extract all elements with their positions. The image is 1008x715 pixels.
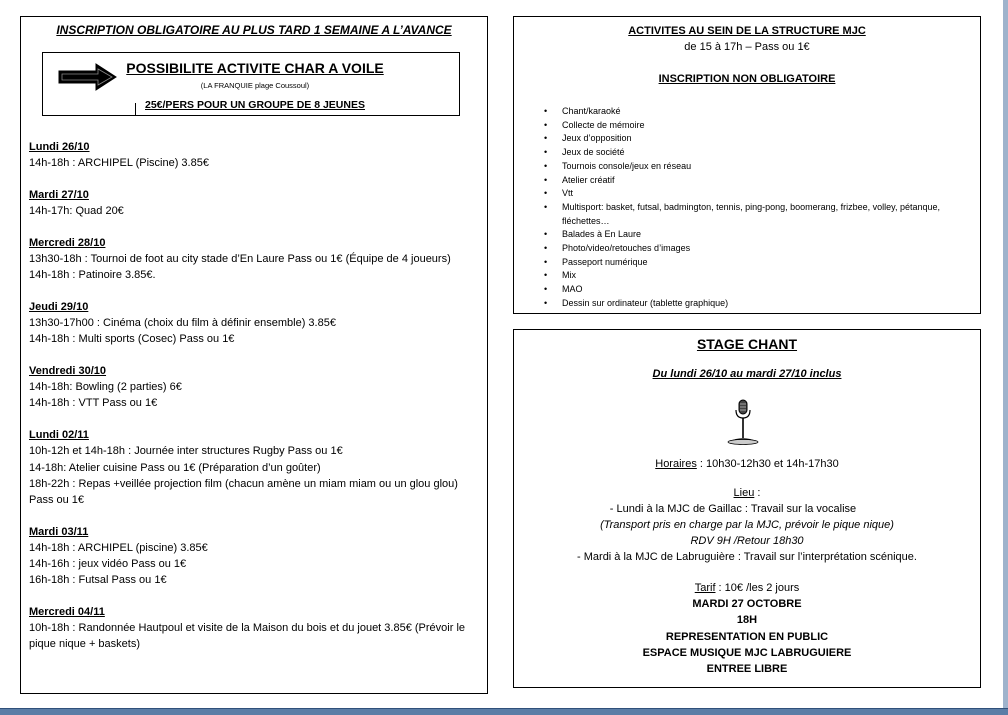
day-activity: 14h-18h : ARCHIPEL (Piscine) 3.85€ <box>29 157 209 170</box>
day-heading: Mercredi 04/11 <box>29 605 105 618</box>
char-a-voile-location: (LA FRANQUIE plage Coussoul) <box>200 81 310 90</box>
day-heading: Jeudi 29/10 <box>29 300 89 313</box>
stage-horaires <box>514 458 980 470</box>
lieu-monday-transport: (Transport pris en charge par la MJC, prévoir le pique nique) <box>600 519 894 531</box>
activities-list <box>562 105 972 311</box>
day-block <box>29 235 479 284</box>
list-item: • Atelier créatif <box>562 174 972 188</box>
day-heading: Mercredi 28/10 <box>29 236 106 249</box>
char-a-voile-price: 25€/PERS POUR UN GROUPE DE 8 JEUNES <box>145 99 365 111</box>
event-type: REPRESENTATION EN PUBLIC <box>665 631 829 643</box>
list-item: • Photo/video/retouches d’images <box>562 242 972 256</box>
day-activity: 14h-18h : VTT Pass ou 1€ <box>29 397 158 410</box>
day-block <box>29 604 479 653</box>
microphone-icon <box>721 396 765 446</box>
lieu-label: Lieu <box>733 487 755 499</box>
day-heading: Lundi 26/10 <box>29 141 90 153</box>
char-a-voile-title: POSSIBILITE ACTIVITE CHAR A VOILE <box>126 60 384 76</box>
lieu-monday-rdv: RDV 9H /Retour 18h30 <box>690 535 804 547</box>
list-item: • Passeport numérique <box>562 256 972 270</box>
event-entry: ENTREE LIBRE <box>706 663 788 675</box>
day-block <box>29 139 479 171</box>
tarif-value: : 10€ /les 2 jours <box>715 582 800 594</box>
list-item: • MAO <box>562 283 972 297</box>
activities-box <box>513 16 981 314</box>
event-venue: ESPACE MUSIQUE MJC LABRUGUIERE <box>642 647 852 659</box>
event-time: 18H <box>736 614 758 626</box>
lieu-suffix: : <box>754 487 761 499</box>
day-activity: 14h-18h : Patinoire 3.85€. <box>29 269 156 282</box>
list-item: • Vtt <box>562 187 972 201</box>
list-item: • Multisport: basket, futsal, badmington, tennis, ping-pong, boomerang, frizbee, volley, pétanque, fléchettes… <box>562 201 972 228</box>
activities-hours: de 15 à 17h – Pass ou 1€ <box>684 41 810 53</box>
day-block <box>29 363 479 412</box>
list-item: • Mix <box>562 269 972 283</box>
daily-schedule <box>29 139 479 668</box>
horaires-label: Horaires <box>655 458 697 470</box>
day-heading: Mardi 03/11 <box>29 525 89 538</box>
day-activity: 10h-12h et 14h-18h : Journée inter structures Rugby Pass ou 1€ <box>29 445 343 458</box>
stage-dates: Du lundi 26/10 au mardi 27/10 inclus <box>652 368 842 380</box>
lieu-tuesday: - Mardi à la MJC de Labruguière : Travail sur l’interprétation scénique. <box>577 551 917 563</box>
list-item: • Collecte de mémoire <box>562 119 972 133</box>
list-item: • Jeux de société <box>562 146 972 160</box>
day-block <box>29 524 479 589</box>
stage-lieu <box>514 487 980 499</box>
day-activity: 10h-18h : Randonnée Hautpoul et visite de la Maison du bois et du jouet 3.85€ (Prévoir le pique nique + baskets) <box>29 622 466 651</box>
day-heading: Vendredi 30/10 <box>29 365 107 378</box>
tarif-label: Tarif <box>694 582 716 594</box>
day-activity: 13h30-17h00 : Cinéma (choix du film à définir ensemble) 3.85€ <box>29 317 336 330</box>
stage-title: STAGE CHANT <box>696 336 798 352</box>
day-block <box>29 187 479 219</box>
right-arrow-icon <box>58 63 118 91</box>
day-activity: 14h-18h: Bowling (2 parties) 6€ <box>29 381 182 394</box>
day-heading: Lundi 02/11 <box>29 429 89 442</box>
list-item: • Chant/karaoké <box>562 105 972 119</box>
day-activity: 14-18h: Atelier cuisine Pass ou 1€ (Préparation d’un goûter) <box>29 461 321 474</box>
horaires-value: : 10h30-12h30 et 14h-17h30 <box>696 458 839 470</box>
lieu-monday: - Lundi à la MJC de Gaillac : Travail sur la vocalise <box>609 503 857 515</box>
char-a-voile-box <box>42 52 460 116</box>
stage-chant-box <box>513 329 981 688</box>
stage-tarif <box>514 582 980 594</box>
list-item: • Dessin sur ordinateur (tablette graphique) <box>562 297 972 311</box>
day-activity: 14h-16h : jeux vidéo Pass ou 1€ <box>29 558 187 571</box>
day-activity: 16h-18h : Futsal Pass ou 1€ <box>29 574 167 587</box>
day-heading: Mardi 27/10 <box>29 188 89 201</box>
registration-notice: INSCRIPTION OBLIGATOIRE AU PLUS TARD 1 SEMAINE A L’AVANCE <box>56 23 452 37</box>
event-date: MARDI 27 OCTOBRE <box>692 598 802 610</box>
list-item: • Jeux d’opposition <box>562 132 972 146</box>
list-item: • Balades à En Laure <box>562 228 972 242</box>
day-activity: 14h-17h: Quad 20€ <box>29 205 124 218</box>
list-item: • Tournois console/jeux en réseau <box>562 160 972 174</box>
program-box <box>20 16 488 694</box>
day-block <box>29 299 479 348</box>
activities-title: ACTIVITES AU SEIN DE LA STRUCTURE MJC <box>628 25 866 37</box>
page-edge-right <box>1003 0 1008 714</box>
day-block <box>29 427 479 508</box>
day-activity: 14h-18h : ARCHIPEL (piscine) 3.85€ <box>29 541 208 554</box>
day-activity: 13h30-18h : Tournoi de foot au city stade d’En Laure Pass ou 1€ (Équipe de 4 joueurs) <box>29 253 451 266</box>
day-activity: 14h-18h : Multi sports (Cosec) Pass ou 1€ <box>29 333 235 346</box>
activities-registration: INSCRIPTION NON OBLIGATOIRE <box>658 73 836 85</box>
day-activity: 18h-22h : Repas +veillée projection film (chacun amène un miam miam ou un glou glou) Pass ou 1€ <box>29 477 458 506</box>
